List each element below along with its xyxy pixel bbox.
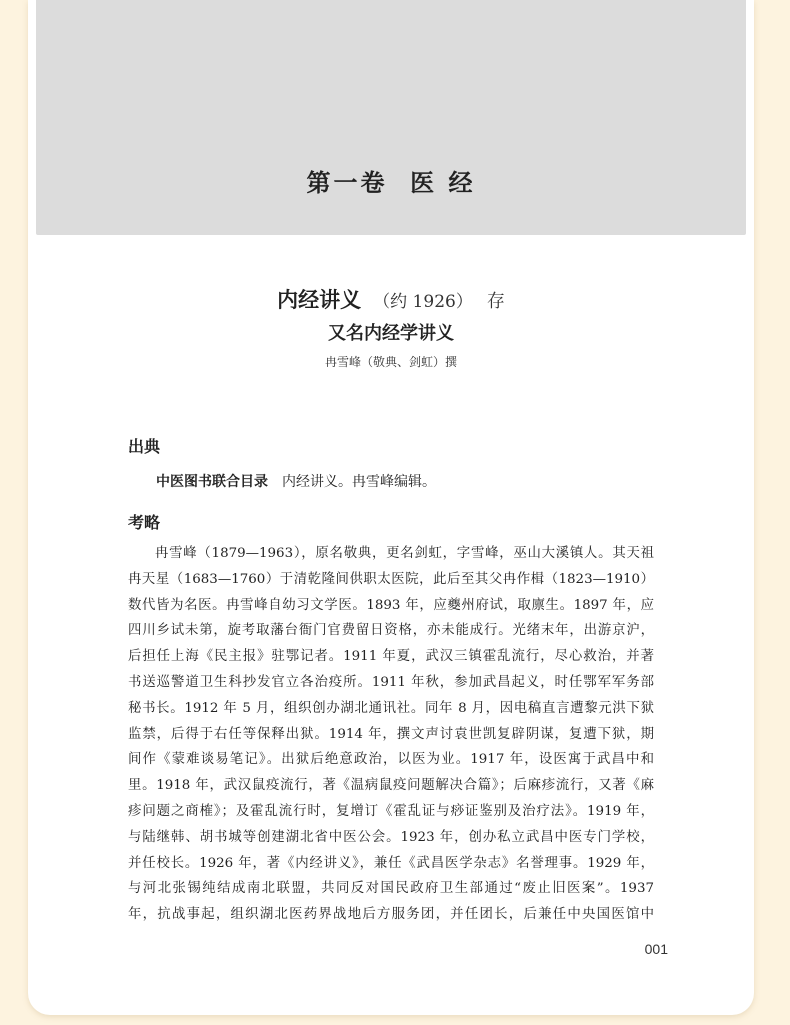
body-line: 与陆继韩、胡书城等创建湖北省中医公会。1923 年，创办私立武昌中医专门学校， [128,829,654,845]
body-line: 数代皆为名医。冉雪峰自幼习文学医。1893 年，应夔州府试，取廪生。1897 年，应 [128,597,654,613]
volume-title: 第一卷 医 经 [306,169,476,197]
book-page [28,0,754,1015]
body-line: 秘书长。1912 年 5 月，组织创办湖北通讯社。同年 8 月，因电稿直言遭黎元洪下狱 [128,700,654,716]
body-line: 疹问题之商榷》；及霍乱流行时，复增订《霍乱证与痧证鉴别及治疗法》。1919 年， [128,803,654,819]
source-catalog: 中医图书联合目录 [156,474,268,490]
body-line: 与河北张锡纯结成南北联盟，共同反对国民政府卫生部通过“废止旧医案”。1937 [128,881,654,897]
page-number: 001 [644,941,668,957]
volume-banner [36,0,746,235]
body-line: 书送巡警道卫生科抄发官立各治疫所。1911 年秋，参加武昌起义，时任鄂军军务部 [128,674,654,690]
entry-status: 存 [486,291,505,312]
entry-year: （约 1926） [373,292,473,312]
body-line: 冉雪峰（1879—1963），原名敬典，更名剑虹，字雪峰，巫山大溪镇人。其天祖 [155,546,654,561]
body-line: 监禁，后得于右任等保释出狱。1914 年，撰文声讨袁世凯复辟阴谋，复遭下狱，期 [128,726,654,742]
body-line: 年，抗战事起，组织湖北医药界战地后方服务团，并任团长，后兼任中央国医馆中 [128,907,654,923]
body-line: 后担任上海《民主报》驻鄂记者。1911 年夏，武汉三镇霍乱流行，尽心救治，并著 [128,649,654,665]
study-heading: 考略 [128,513,161,532]
source-line [156,471,436,491]
entry-title-line [28,284,754,314]
body-line: 冉天星（1683—1760）于清乾隆间供职太医院，此后至其父冉作楫（1823—1910） [128,571,654,587]
body-line: 里。1918 年，武汉鼠疫流行，著《温病鼠疫问题解决合篇》；后麻疹流行，又著《麻 [128,778,654,794]
entry-author: 冉雪峰（敬典、剑虹）撰 [324,355,457,369]
source-text: 内经讲义。冉雪峰编辑。 [282,474,436,490]
entry-alt-title: 又名内经学讲义 [328,323,454,344]
body-line: 间作《蒙难谈易笔记》。出狱后绝意政治，以医为业。1917 年，设医寓于武昌中和 [128,752,654,768]
source-heading: 出典 [128,437,161,456]
body-line: 四川乡试未第，旋考取藩台衙门官费留日资格，亦未能成行。光绪末年，出游京沪， [128,623,654,639]
entry-title: 内经讲义 [277,288,362,312]
study-paragraph [128,541,654,928]
body-line: 并任校长。1926 年，著《内经讲义》，兼任《武昌医学杂志》名誉理事。1929 年， [128,855,654,871]
